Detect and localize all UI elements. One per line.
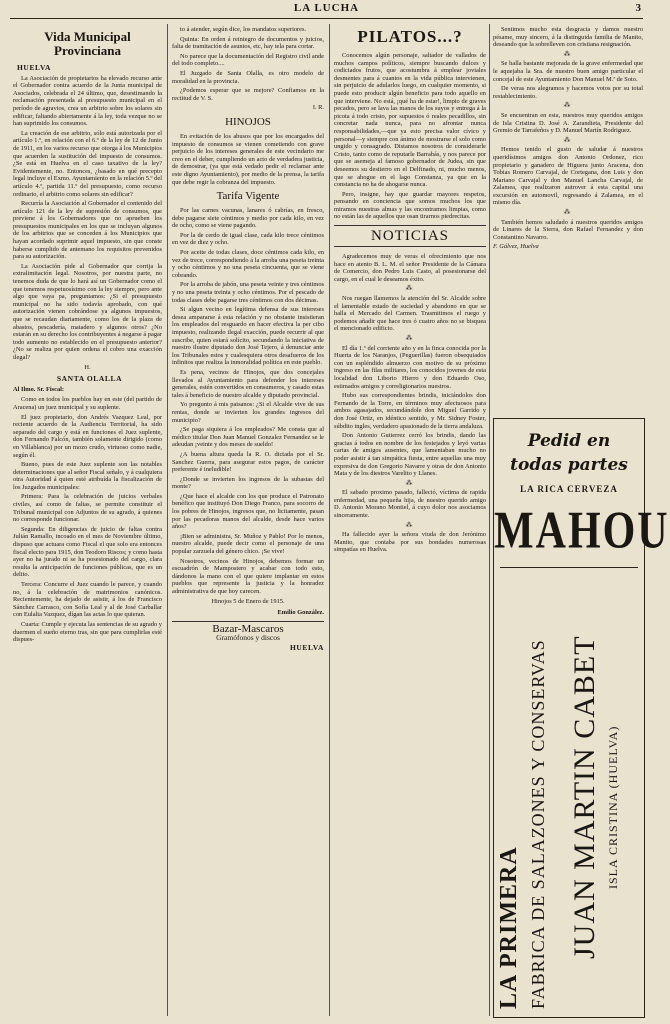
column-rule: [489, 24, 490, 1016]
paragraph: to á atender, según dice, los mandatos superiores.: [180, 26, 307, 33]
author-signature: Emilio González.: [277, 609, 324, 617]
paragraph: Don Antonio Gutierrez cerró los brindis, dando las gracias á todos en nombre de los festejados y leyó varias cartas de amigos ausentes, que lamentaban mucho no poder asistir á tan simpática fiesta, entre aquellas una muy expresiva de don Gregorio Navarre y otras de don Antonio Mata y de los diestros Varelito y Llanes.: [334, 432, 486, 478]
paragraph: ¿Donde se invierten los ingresos de la subastas del monte?: [172, 475, 324, 491]
paragraph: Pero, insigne, hay que guardar mayores respetos, pensando en conciencia que somos muchos los que miramos nuestras almas y las encontramos limpias, como no están las de aquellos que osan tirarnos piedrecitas.: [334, 190, 486, 221]
signature: H.: [84, 363, 91, 371]
paragraph: El sabado proximo pasado, falleció, víctima de rapida enfermedad, una pequeña hija, de nuestro querido amigo D. Antonio Morano Montiel, á cuyo dolor nos asociamos sinceramente.: [334, 489, 486, 520]
separator-stars: ⁂: [563, 135, 573, 144]
ad-mahou-line1: Pedid en: [527, 431, 611, 451]
column-2: [172, 26, 324, 1016]
divider: [172, 621, 324, 622]
separator-stars: ⁂: [405, 284, 415, 293]
paragraph: Cuarta: Cumple y ejecuta las sentencias de su agrado y duermen el sueño eterno tras, sin que para cumplirlas esté dispues-: [13, 620, 162, 644]
paragraph: La Asociación pide al Gobernador que corrija la extralimitación legal. Nosotros, por nuestra parte, no tenemos duda de que lo hará así un Gobernador como el que tenemos respetuosísimo con la ley siempre, pero ante algo que vaya pa, preguntamos: ¿Si el presupuesto municipal no ha sido todavía aprobado, con qué autorización vienen cobrándose ya algunos impuestos, que se recaudan diariamente, como los de la plaza de abastos, pescadería, matadero y algunos otros? ¿No estarán en su derecho los contribuyentes á negarse á pagar todo aumento no establecido en el presupuesto anterior? ¿No se realiza por quien ordena el cobro una exacción ilegal?: [13, 262, 162, 361]
paragraph: ¿Se paga siquiera á los empleados? Me consta que al médico titular Don Juan Manuel Gonzalez Fernandez se le adeudan ¡veinte y dos meses de sueldo!: [172, 426, 324, 449]
page-header: [10, 0, 643, 19]
ad-owner-name: JUAN MARTIN CABET: [568, 635, 601, 959]
place-heading: SANTA OLALLA: [56, 374, 123, 384]
separator-stars: ⁂: [563, 101, 573, 110]
paragraph: Yo pregunto á mis paisanos: ¿Si el Alcalde vive de sus rentas, donde se invierten los grandes ingresos del municipio?: [172, 401, 324, 424]
paragraph: Nos ruegan llamemos la atención del Sr. Alcalde sobre el lamentable estado de suciedad y abandono en que se halla el Mercado del Carmen. Trasmitimos el ruego y podemos añadir que hace tres ó cuatro años no se bisquea el mencionado edificio.: [334, 295, 486, 333]
separator-stars: ⁂: [405, 520, 415, 529]
place-heading: HINOJOS: [225, 115, 271, 128]
paragraph: Hubo sus correspondientes brindis, iniciándolos don Fernando de la Torre, en términos muy afectuosos para ambos agasajados, secundándole don Miguel Garrido y don José Ortiz, en idéntico sentido, y Mr. Sidney Foster, súbdito ingles, verdadero apasionado de la tierra andaluza.: [334, 392, 486, 430]
section-title: NOTICIAS: [334, 225, 486, 247]
separator-stars: ⁂: [563, 49, 573, 58]
newspaper-title: LA LUCHA: [293, 2, 360, 14]
paragraph: El juez propietario, don Andrés Vazquez Leal, por reciente acuerdo de la Audiencia Territorial, ha sido separado del cargo y está en funciones el Juez suplente, don Fernando Falcón, también solamente dirigido (como en Villablanca) por un mozo crudo, virtuoso como nadie, según él.: [13, 413, 162, 459]
paragraph: Por las carnes vacunas, lanares ó cabrías, en fresco, debe pagarse siete céntimos y medio por cada kilo, en vez de ocho, como se viene pagando.: [172, 207, 324, 230]
paragraph: Primera: Para la celebración de juicios verbales civiles, así como de faltas, se permite constituir el Tribunal municipal con Adjuntos de su agrado, á quienes no corresponde funcionar.: [13, 493, 162, 524]
paragraph: ¡Bien se administra, Sr. Muñoz y Pablo! Por lo menos, nuestro alcalde, puede decir como el personaje de una popular zarzuela del género chico. ¡Se vive!: [172, 532, 324, 556]
dateline: Hinojos 5 de Enero de 1915.: [211, 597, 285, 605]
paragraph: Por la de cerdo de igual clase, cada kilo trece céntimos en vez de diez y ocho.: [172, 231, 324, 247]
paragraph: Conocemos algún personaje, saltador de vallados de muchos campos políticos, siempre buscando dulces y codiciados frutos, que acostumbra á emplear joviales desmentes para á cuantos en la vida pública intervienen, sin perjuicio de adularlos luego, en cualquier momento, si puede esto producir algún beneficio para todo aquello en que interviene. No está, ¡qué ha de estar!, limpio de graves pecados, pero se lava las manos de los suyos y entrega á la picota á todo cristo, por supuestos ó reales pecadillos, sin concretar nada nunca, para no afrontar nunca responsabilidades,—que ya esto precisa valor cívico y personal—y siempre con ánimo de mostrarse el solo como ungido y consagrado. Distamos nosotros de considerarle Cristo, tanto como de reputarle Barrabás, y nos parece por que se asemeja al famoso gobernador de Judea, sin que deseemos su destierro en el Delfinado, ni, mucho menos, que se ahogue en el lago Constanza, ya que en la constancia no ha de ahogarse nunca.: [334, 52, 486, 189]
paragraph: Por la arroba de jabón, una peseta veinte y tres céntimos y no una peseta treinta y ocho céntimos. Por el pescado de todas clases debe pagarse tres céntimos con dos décimas.: [172, 281, 324, 304]
separator-stars: ⁂: [405, 334, 415, 342]
paragraph: El Juzgado de Santa Olalla, es otro modelo de moralidad en la provincia.: [172, 69, 324, 85]
paragraph: De veras nos alegramos y hacemos votos por su total restablecimiento.: [493, 85, 643, 100]
paragraph: ¿Podemos esperar que se mejore? Confiamos en la rectitud de V. S.: [172, 87, 324, 102]
ad-factory-line: FABRICA DE SALAZONES Y CONSERVAS: [528, 639, 548, 1009]
paragraph: Bueno, pues de este Juez suplente son las notables determinaciones que al señor Fiscal señalo, y á cualquiera otra Autoridad á quien esté atribuída la fiscalización de los Juzgados municipales:: [13, 461, 162, 491]
paragraph: Quinta: En orden á reintegro de documentos y juicios, falta de tramitación de asuntos, etc, hay tela para cortar.: [172, 35, 324, 51]
place-heading: HUELVA: [17, 63, 52, 72]
ad-location: ISLA CRISTINA (HUELVA): [606, 725, 620, 889]
ad-mahou-line3: LA RICA CERVEZA: [520, 484, 618, 494]
column-1: [13, 26, 162, 1016]
signature: F. Gálvez, Huelva: [493, 243, 539, 251]
paragraph: En evitación de los abusos que por los encargados del impuesto de consumos se vienen cometiendo con grave perjuicio de los intereses generales de este vecindario me creo en el deber, cumpliendo un acto de verdadera justicia, de demostrar, (ya que está vedado pedir el reclamar ante este digno Ayuntamiento), por medio de la prensa, la tarifa que debe regir la cobranza del impuesto.: [172, 132, 324, 186]
paragraph: Agradecemos muy de veras el ofrecimiento que nos hace en atento B. L. M. el señor Presidente de la Cámara de Comercio, don Pedro Luis Casto, al posesionarse del cargo, en el cual le deseamos éxito.: [334, 253, 486, 283]
paragraph: Ha fallecido ayer la señora viuda de don Jerónimo Manito, que contaba por sus bondades numerosas simpatías en Huelva.: [334, 531, 486, 554]
subsection-title: Tarifa Vigente: [216, 190, 280, 203]
paragraph: La Asociación de propietarios ha elevado recurso ante el Gobernador contra acuerdo de la Junta municipal de Asociados, celebrada el 24 último, que, desestimando la reclamación presentada al presupuesto municipal en el período de agravios, crea un arbitrio sobre los solares sin edificar, faltando abiertamente á la ley, toda vezque no se han suprimido los consumos.: [13, 74, 162, 128]
paragraph: Es pena, vecinos de Hinojos, que dos concejales llevados al Ayuntamiento para defender los intereses generales, estén convertidos en consumeros, y casado estas tales á beneficio de nuestro alcalde y diputado provincial.: [172, 368, 324, 399]
paragraph: Segunda: En diligencias de juicio de faltas contra Julián Ramallo, incoado en el mes de Noviembre último, dispuso que actuara como Fiscal el que solo era entonces fiscal electo para 1915, don Teodoro Riscos; y como hasta ayer no ha jurado ni se ha posesionado del cargo, clara resulta la anticipación de funciones públicas, que es un delito.: [13, 525, 162, 579]
paragraph: Se encuentran en esta, nuestros muy queridos amigos de Isla Cristina D. José A. Zarandieta, Presidente del Gremio de Tarrafeños y D. Manuel Martín Rodriguez.: [493, 111, 643, 135]
column-rule: [329, 24, 330, 1016]
ad-divider: [500, 567, 638, 568]
paragraph: Se halla bastante mejorada de la grave enfermedad que le aquejaba la Sra. de nuestro buen amigo particular el concejal de este Ayuntamiento Don Manuel M.ª de Soto.: [493, 60, 643, 83]
ad-bazar-title: Bazar-Mascaros: [212, 622, 284, 635]
paragraph: Nosotros, vecinos de Hinojos, debemos formar un escuadrón de Mampostero y acabar con todo esto, dándonos la mano con el que quiere implantar en estos pueblos que represente la justicia y la honradez administrativa de que hoy carecen.: [172, 557, 324, 595]
paragraph: Como en todos los pueblos hay en este (del partido de Aracena) un juez municipal y su suplente.: [13, 396, 162, 411]
paragraph: También hemos saludado á nuestros queridos amigos de Linares de la Sierra, don Rafael Fernandez y don Constantino Navarro.: [493, 218, 643, 241]
ad-mahou-line2: todas partes: [510, 455, 628, 475]
paragraph: Recurría la Asociación al Gobernador el contenido del artículo 121 de la ley de supresión de consumos, que previene á los Gobernadores que no aprueben los presupuestos municipales en los que se incluyan algunos de los arbitrios que se conceden á los Municipios que hayan acordado suprimir aquel impuesto, sin que conste haberse cumplido de antemano los requisitos prevenidos para su autorización.: [13, 200, 162, 261]
paragraph: El día 1.º del corriente año y en la finca conocida por la Huerta de los Naranjos, (Peguerillas) fueron obsequiados con un espléndido almuerzo con motivo de su próximo ingreso en las filas militares, los conocidos jovenes de esta localidad don Liborio Hierro y don Eduardo Oso, estimados amigos y correligionarios nuestros.: [334, 344, 486, 390]
ad-bazar-subtitle: Gramófonos y discos: [216, 633, 280, 643]
article-title: PILATOS...?: [357, 27, 463, 46]
column-4: [493, 26, 643, 411]
page-number: 3: [635, 2, 641, 14]
paragraph: No parece que la documentación del Registro civil ande del todo completo....: [172, 52, 324, 68]
paragraph: ¿Que hace el alcalde con los que produce el Patronato benéfico que instituyó Don Diego Franco, para socorro de los pobres de Hinojos, ingresos que, no licitamente, pasan por las pecadoras manos del alcalde, desde hace varios años?: [172, 492, 324, 531]
salutation: Al Ilmo. Sr. Fiscal:: [13, 385, 65, 393]
paragraph: Si algun vecino en legítima defensa de sus intereses desea ampararse á esta relación y no obstante insistieran los empleados del resguardo en hacer efectiva la per cibo impuesto, realizando ilegal exacción, puede recurrir al que suscribe, quien estará solícito, secundando la iniciativa de nuestro ilustre diputado don José Tejero, á denunciar ante los Tribunales estos y cualesquiera otros desafueros de los infinitos que realiza la inmoralidad política en este pueblo.: [172, 306, 324, 367]
paragraph: Sentimos mucho esta desgracia y damos nuestro pésame, muy sincero, á la distinguida familia de Manito, deseando que la sobrelleven con cristiana resignación.: [493, 26, 643, 49]
separator-stars: ⁂: [405, 478, 415, 487]
paragraph: La creación de ese arbitrio, sólo está autorizada por el artículo 1.º, en relación con el 6.º de la ley de 12 de Junio de 1911, en los varios recurso que otorga á los Municipios que acuerden la sustitución del impuesto de consumos. ¿Se está en Huelva en el caso taxativo de la ley? Evidentemente, no. Entonces, ¿basado en qué precepto legal incluye el Exmo. Ayuntamiento en la relación 5.º del artículo 4.º, partida 11.º del presupuesto, como recurso ordinario, el arbitrio como solares sin edificar?: [13, 129, 162, 198]
column-rule: [167, 24, 168, 1016]
advertisement-block: [493, 418, 670, 1018]
paragraph: ¿A buena altura queda la R. O. dictada por el Sr. Sanchez Guerra, para asegurar estos pagos, de carácter preferente é ineludible!: [172, 450, 324, 474]
paragraph: Tercera: Concurre el Juez cuando le parece, y cuando no, á la celebración de matrimonios canónicos. Recientemente, ha dejado de asistir, á los de Francisco Sánchez Carrasco, con Sofía Leal y al de José Carballar con Eulalia Vazquez, dígan las actas lo que quieran.: [13, 581, 162, 619]
column-3: [334, 26, 486, 1016]
ad-bazar-place: HUELVA: [289, 642, 324, 652]
ad-primera: LA PRIMERA: [496, 846, 522, 1009]
section-title: Vida Municipal Provinciana: [44, 29, 131, 58]
signature: I. R.: [312, 104, 324, 112]
separator-stars: ⁂: [563, 208, 573, 217]
ad-mahou-brand: MAHOU: [494, 502, 670, 560]
paragraph: Hemos tenido el gusto de saludar á nuestros queridísimos amigos don Antonio Ordonez, rico propietario y ganadero de Higuera junto Aracena, don Tobias Romero Carvajal, de Cortegana, don Luis y don Mariano Carvajal y don Manuel Lancha Carvajal, de Zalamea, que realizaron autrover á esta capital una excursión en automovil, regresando á Zalamea, en el mismo día.: [493, 146, 643, 207]
paragraph: Por aceite de todas clases, doce céntimos cada kilo, en vez de trece, correspondiendo á la arroba una peseta treinta y ocho céntimos y no una peseta cincuenta, que se viene cobrando.: [172, 249, 324, 279]
